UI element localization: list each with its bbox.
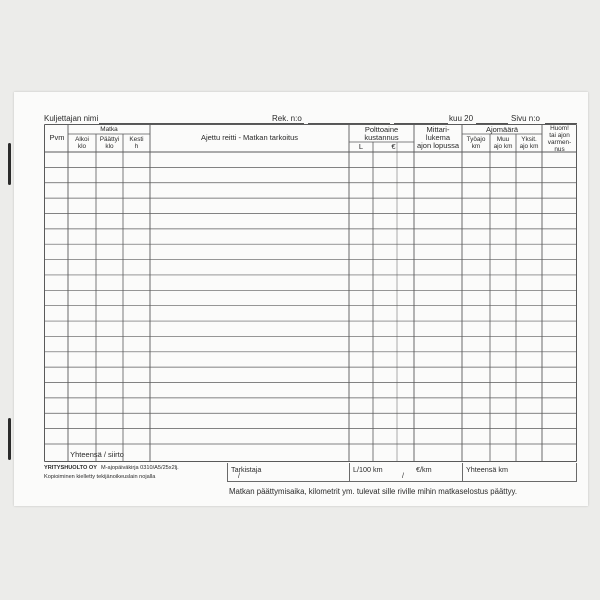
reg-label: Rek. n:o [272, 114, 302, 123]
l-per-100-label: L/100 km [353, 465, 383, 474]
yhteensa-km-box[interactable] [462, 463, 577, 482]
col-yksit: Yksit. ajo km [519, 136, 539, 150]
col-matka: Matka [100, 126, 118, 133]
consumption-box[interactable] [349, 463, 463, 482]
col-mittari: Mittari- lukema ajon lopussa [416, 125, 460, 150]
col-euro: € [391, 142, 396, 151]
col-polttoaine: Polttoaine kustannus [364, 125, 399, 142]
bottom-note: Matkan päättymisaika, kilometrit ym. tulevat sille riville mihin matkaselostus päättyy. [229, 487, 518, 496]
col-reitti: Ajettu reitti - Matkan tarkoitus [200, 133, 299, 142]
copyright-note: Kopioiminen kielletty tekijänoikeuslain nojalla [44, 474, 156, 480]
form-footer [44, 463, 577, 503]
col-kesti: Kesti h [129, 136, 144, 150]
col-paattyi: Päättyi klo [99, 136, 120, 150]
tarkistaja-label: Tarkistaja [231, 465, 262, 474]
form-code: M-ajopäiväkirja 0310/A5/25x2lj. [101, 465, 179, 471]
month-label: kuu 20 [449, 114, 474, 123]
totals-row-label: Yhteensä / siirto [70, 450, 124, 459]
eur-per-km-label: €/km [416, 465, 432, 474]
col-alkoi: Alkoi klo [75, 136, 89, 150]
table-grid-lines [44, 124, 577, 462]
col-muu: Muu ajo km [493, 136, 513, 150]
driver-label: Kuljettajan nimi [44, 114, 99, 123]
col-ajomaara: Ajomäärä [485, 125, 519, 134]
col-tyoajo: Työajo km [466, 136, 486, 150]
tarkistaja-slash: / [238, 473, 240, 480]
col-huom: Huom! tai ajon varmen- nus [547, 125, 572, 153]
tarkistaja-box[interactable] [227, 463, 350, 482]
binding-staple-bottom [8, 418, 11, 460]
yhteensa-km-label: Yhteensä km [466, 465, 508, 474]
binding-staple-top [8, 143, 11, 185]
col-pvm: Pvm [49, 133, 65, 142]
company-name: YRITYSHUOLTO OY [44, 465, 97, 471]
col-litres: L [358, 142, 364, 151]
page-label: Sivu n:o [511, 114, 540, 123]
logbook-table [44, 124, 577, 462]
consumption-slash: / [402, 473, 404, 480]
